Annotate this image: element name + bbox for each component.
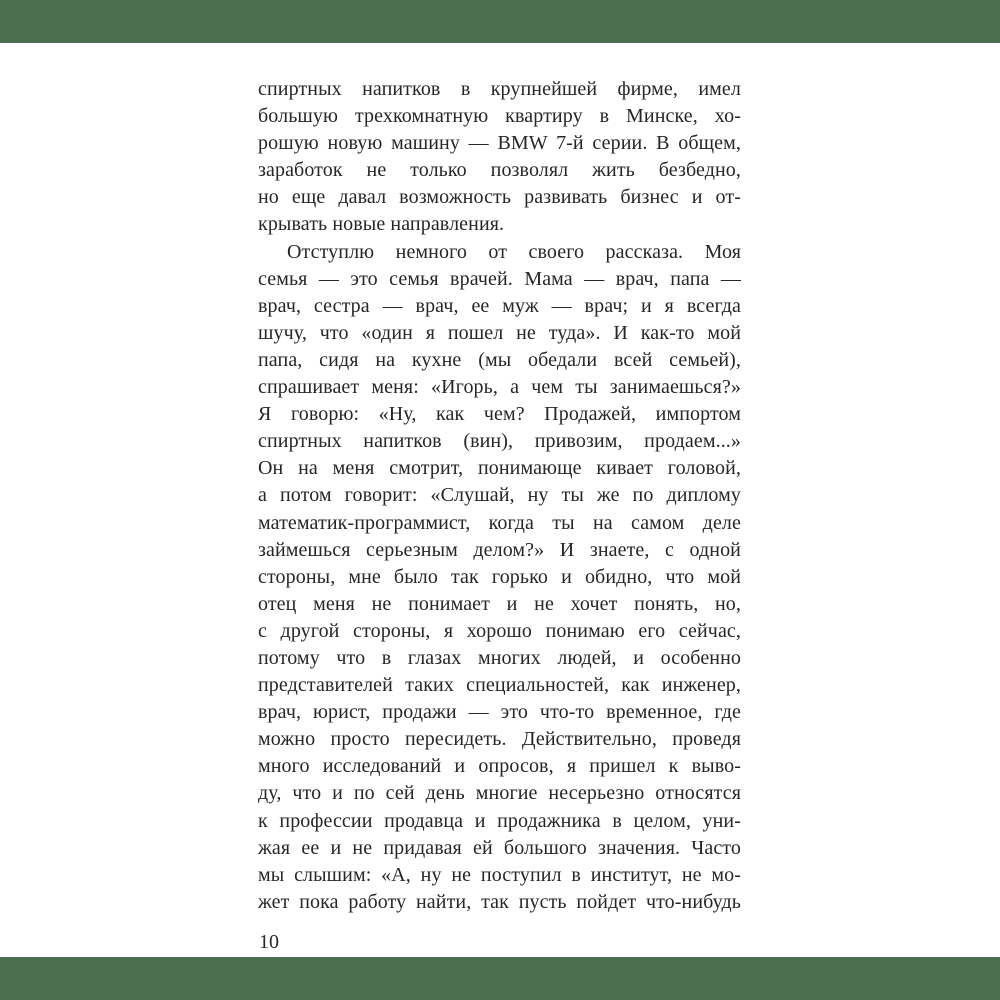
- text-line: мы слышим: «А, ну не поступил в институт, не мо-: [258, 863, 741, 886]
- text-line: шучу, что «один я пошел не туда». И как-то мой: [258, 321, 741, 344]
- text-line: Я говорю: «Ну, как чем? Продажей, импортом: [258, 403, 741, 426]
- text-line: с другой стороны, я хорошо понимаю его сейчас,: [258, 619, 741, 642]
- text-line: ду, что и по сей день многие несерьезно относятся: [258, 782, 741, 805]
- text-line: стороны, мне было так горько и обидно, что мой: [258, 565, 741, 588]
- text-line: спиртных напитков (вин), привозим, продаем...»: [258, 430, 741, 453]
- text-line: папа, сидя на кухне (мы обедали всей семьей),: [258, 348, 741, 371]
- text-line: отец меня не понимает и не хочет понять, но,: [258, 592, 741, 615]
- text-line: врач, сестра — врач, ее муж — врач; и я всегда: [258, 294, 741, 317]
- text-line: много исследований и опросов, я пришел к выво-: [258, 755, 741, 778]
- text-line: жая ее и не придавая ей большого значения. Часто: [258, 836, 741, 859]
- text-line: крывать новые направления.: [258, 213, 505, 236]
- text-line: Отступлю немного от своего рассказа. Моя: [287, 240, 741, 263]
- text-line: к профессии продавца и продажника в целом, уни-: [258, 809, 741, 832]
- page-text: [258, 76, 741, 916]
- text-line: спиртных напитков в крупнейшей фирме, имел: [258, 78, 741, 100]
- text-line: математик-программист, когда ты на самом деле: [258, 511, 741, 534]
- page-number: 10: [259, 931, 279, 953]
- text-line: займешься серьезным делом?» И знаете, с одной: [258, 538, 741, 561]
- text-line: врач, юрист, продажи — это что-то временное, где: [258, 701, 741, 724]
- text-line: но еще давал возможность развивать бизнес и от-: [258, 186, 741, 209]
- bottom-decorative-bar: [0, 957, 1000, 1000]
- text-line: потому что в глазах многих людей, и особенно: [258, 646, 741, 669]
- text-line: заработок не только позволял жить безбедно,: [258, 159, 741, 182]
- text-line: а потом говорит: «Слушай, ну ты же по диплому: [258, 484, 741, 507]
- text-line: большую трехкомнатную квартиру в Минске, хо-: [258, 105, 741, 128]
- text-line: можно просто пересидеть. Действительно, проведя: [258, 728, 741, 751]
- text-line: рошую новую машину — BMW 7-й серии. В общем,: [258, 132, 741, 155]
- text-line: представителей таких специальностей, как инженер,: [258, 674, 741, 697]
- text-line: жет пока работу найти, так пусть пойдет что-нибудь: [258, 890, 741, 913]
- top-decorative-bar: [0, 0, 1000, 43]
- text-line: семья — это семья врачей. Мама — врач, папа —: [258, 267, 741, 290]
- text-line: спрашивает меня: «Игорь, а чем ты занимаешься?»: [258, 376, 741, 399]
- text-line: Он на меня смотрит, понимающе кивает головой,: [258, 457, 741, 480]
